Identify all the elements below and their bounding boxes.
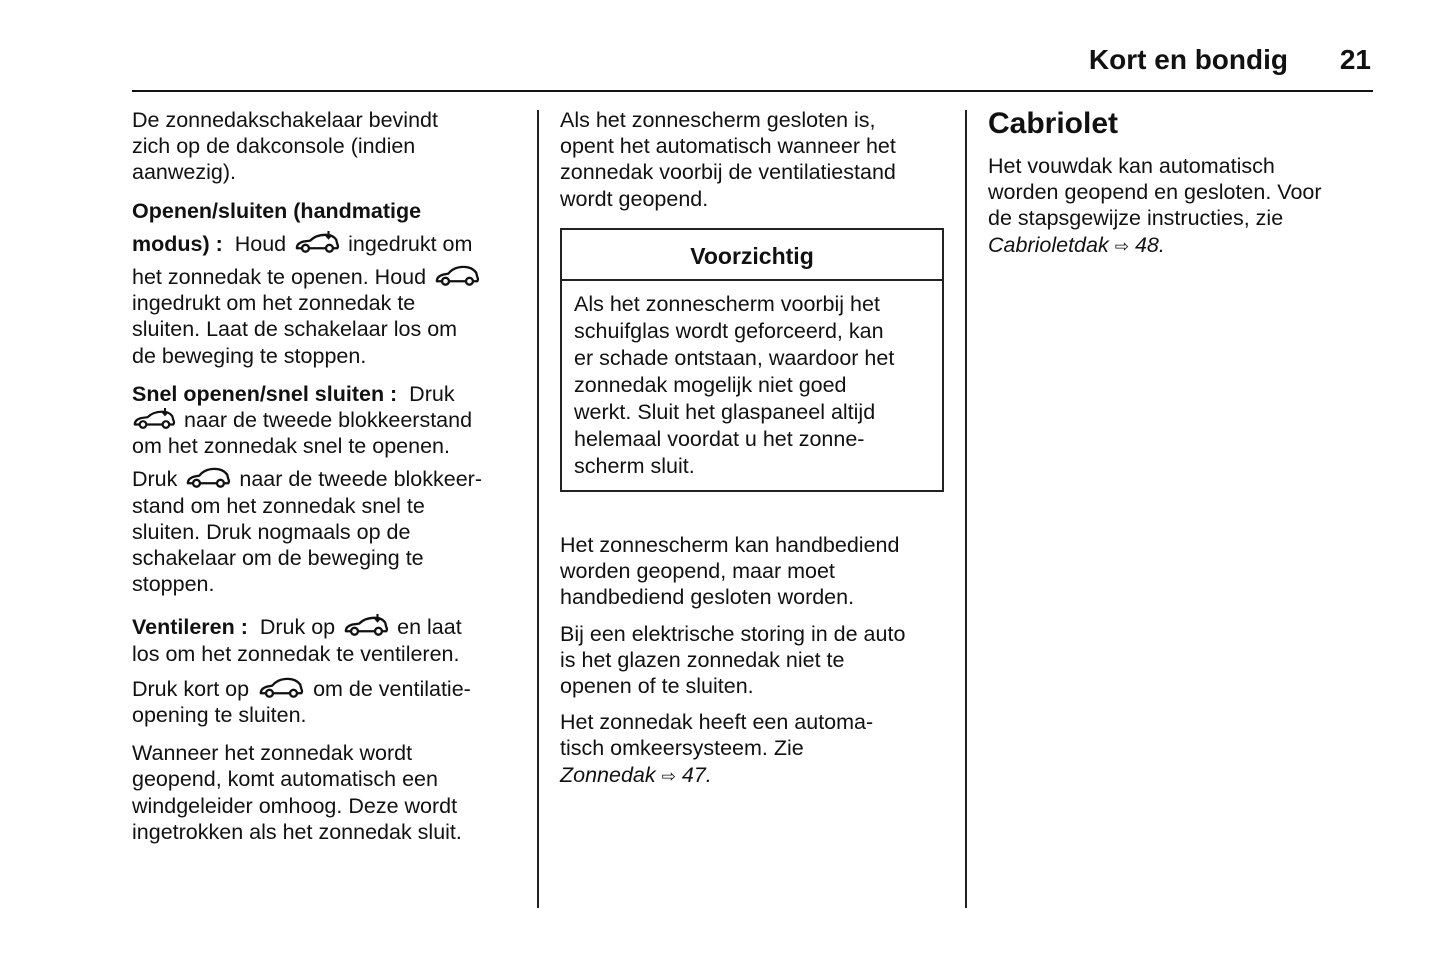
- cross-reference-link[interactable]: Cabrioletdak ⇨ 48.: [988, 232, 1165, 257]
- sunroof-open-icon: [294, 230, 340, 255]
- section-heading: Cabriolet: [988, 107, 1119, 140]
- page-reference-arrow-icon: ⇨: [661, 766, 676, 787]
- caution-title: Voorzichtig: [562, 230, 942, 281]
- column-3: [988, 107, 1378, 270]
- caution-box: [560, 228, 944, 492]
- intro-paragraph: De zonnedakschakelaar bevindt zich op de dakconsole (indien aanwezig).: [132, 108, 438, 185]
- sunroof-close-icon: [257, 675, 305, 700]
- column-2: [560, 107, 950, 800]
- page-number: 21: [1339, 44, 1371, 75]
- column-divider: [537, 110, 539, 908]
- column-divider: [965, 110, 967, 908]
- page-header: [132, 44, 1373, 92]
- cabriolet-paragraph: Het vouwdak kan automatisch worden geopend en gesloten. Voor de stapsgewijze instructies, zie Cabrioletdak ⇨ 48.: [988, 153, 1378, 260]
- section-title: Kort en bondig: [1088, 44, 1288, 75]
- electrical-failure-paragraph: Bij een elektrische storing in de auto is het glazen zonnedak niet te openen of te sluiten.: [560, 621, 906, 699]
- sunshade-paragraph: Als het zonnescherm gesloten is, opent het automatisch wanneer het zonnedak voorbij de ventilatiestand wordt geopend.: [560, 108, 896, 211]
- wind-deflector-paragraph: Wanneer het zonnedak wordt geopend, komt automatisch een windgeleider omhoog. Deze wordt ingetrokken als het zonnedak sluit.: [132, 741, 462, 844]
- manual-sunshade-paragraph: Het zonnescherm kan handbediend worden geopend, maar moet handbediend gesloten worden.: [560, 533, 900, 610]
- page-reference-arrow-icon: ⇨: [1114, 236, 1129, 257]
- sunroof-open-icon: [343, 613, 389, 638]
- express-paragraph: Snel openen/snel sluiten : Druk naar de tweede blokkeerstand om het zonnedak snel te openen. Druk naar de tweede blokkeer- stand om het zonnedak snel te sluiten. Druk nogmaals op de schakelaar om de beweging te stoppen.: [132, 381, 482, 597]
- column-1: [132, 107, 522, 855]
- caution-body: Als het zonnescherm voorbij het schuifglas wordt geforceerd, kan er schade ontstaan, waardoor het zonnedak mogelijk niet goed werkt. Sluit het glaspaneel altijd helemaal voordat u het zonne- scherm sluit.: [574, 292, 895, 479]
- manual-mode-paragraph: Openen/sluiten (handmatige modus) : Houd ingedrukt om het zonnedak te openen. Houd ingedrukt om het zonnedak te sluiten. Laat de schakelaar los om de beweging te stoppen.: [132, 198, 522, 369]
- cross-reference-link[interactable]: Zonnedak ⇨ 47.: [560, 762, 712, 787]
- sunroof-open-icon: [132, 407, 176, 431]
- sunroof-close-icon: [434, 263, 480, 288]
- auto-reverse-paragraph: Het zonnedak heeft een automa- tisch omkeersysteem. Zie Zonnedak ⇨ 47.: [560, 709, 950, 790]
- sunroof-close-icon: [185, 465, 231, 490]
- vent-paragraph: Ventileren : Druk op en laat los om het zonnedak te ventileren. Druk kort op om de ventilatie- opening te sluiten.: [132, 615, 471, 728]
